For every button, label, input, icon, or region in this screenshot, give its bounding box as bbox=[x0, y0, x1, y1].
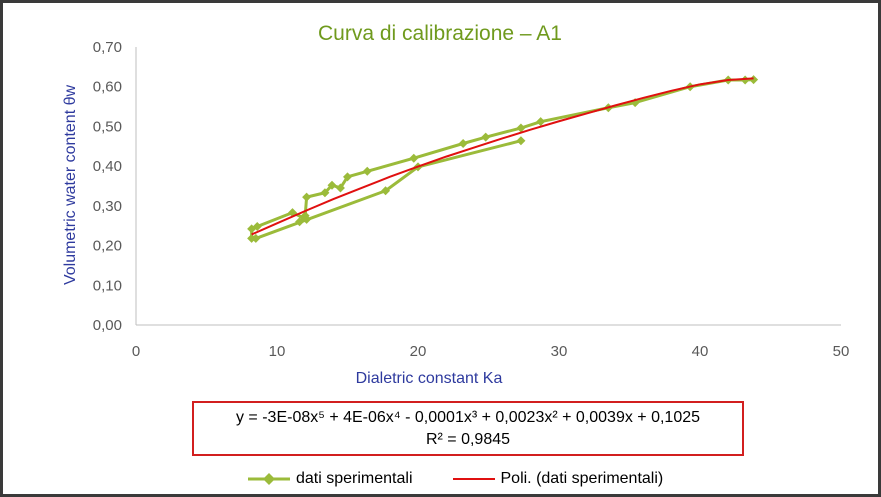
data-point bbox=[409, 154, 418, 163]
y-tick-label: 0,20 bbox=[92, 237, 122, 255]
data-point bbox=[481, 133, 490, 142]
legend-marker-experimental bbox=[248, 472, 290, 486]
legend-item-trendline bbox=[453, 470, 664, 488]
x-tick-label: 40 bbox=[691, 343, 709, 360]
legend bbox=[248, 466, 703, 492]
y-tick-label: 0,70 bbox=[92, 39, 122, 56]
x-tick-label: 30 bbox=[550, 343, 568, 360]
legend-label-trendline: Poli. (dati sperimentali) bbox=[500, 470, 664, 487]
x-tick-label: 10 bbox=[268, 343, 286, 360]
y-tick-label: 0,30 bbox=[92, 197, 122, 215]
y-axis-label: Volumetric water content θw bbox=[62, 84, 79, 286]
data-point bbox=[363, 167, 372, 176]
series-layer bbox=[247, 75, 758, 243]
data-point bbox=[516, 136, 525, 145]
data-point bbox=[302, 193, 311, 202]
y-tick-label: 0,10 bbox=[92, 277, 122, 295]
trendline-equation-box bbox=[192, 401, 744, 456]
legend-item-experimental bbox=[248, 470, 413, 488]
chart-title: Curva di calibrazione – A1 bbox=[318, 22, 562, 45]
y-tick-label: 0,40 bbox=[92, 158, 122, 176]
y-tick-labels bbox=[93, 39, 122, 334]
r-squared-text: R² = 0,9845 bbox=[425, 431, 511, 448]
y-tick-label: 0,50 bbox=[92, 118, 122, 136]
data-point bbox=[459, 139, 468, 148]
x-tick-label: 0 bbox=[131, 343, 141, 360]
y-tick-label: 0,60 bbox=[92, 78, 122, 96]
x-tick-label: 50 bbox=[832, 343, 850, 360]
x-tick-labels bbox=[132, 343, 850, 360]
legend-marker-trendline bbox=[453, 472, 495, 486]
chart-area bbox=[3, 3, 878, 494]
x-axis-label: Dialetric constant Ka bbox=[355, 370, 503, 387]
y-tick-label: 0,00 bbox=[92, 317, 122, 334]
series-line-experimental bbox=[252, 80, 754, 239]
x-tick-label: 20 bbox=[409, 343, 427, 360]
axes bbox=[136, 47, 841, 325]
legend-label-experimental: dati sperimentali bbox=[296, 470, 413, 487]
equation-text: y = -3E-08x⁵ + 4E-06x⁴ - 0,0001x³ + 0,0023x² + 0,0039x + 0,1025 bbox=[235, 409, 701, 426]
